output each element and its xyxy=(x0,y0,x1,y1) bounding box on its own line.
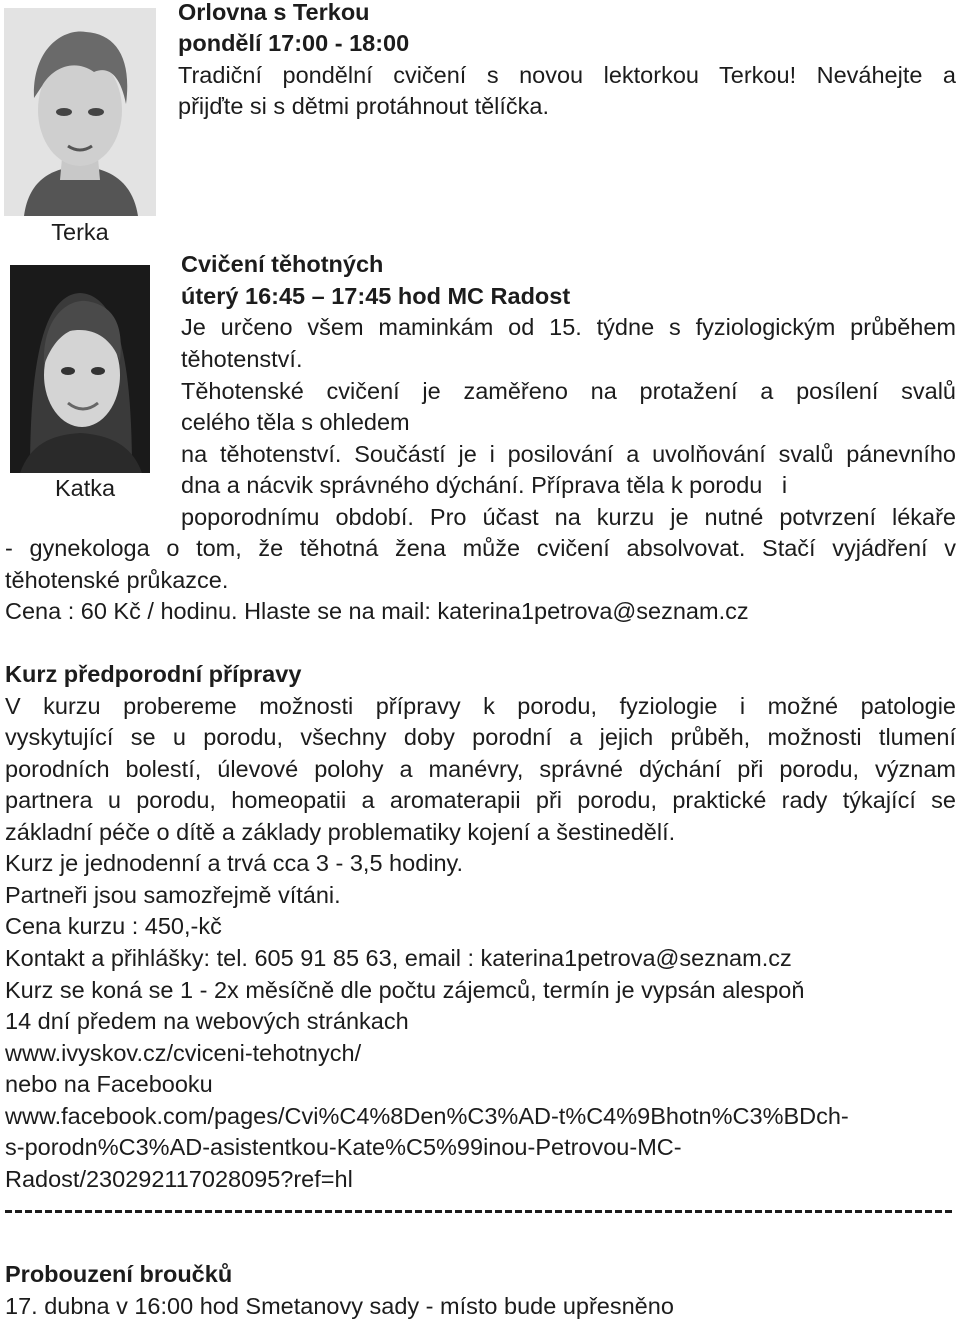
orlovna-text-line-2: přijďte si s dětmi protáhnout tělíčka. xyxy=(178,93,550,119)
tehotne-line-7: poporodnímu období. Pro účast na kurzu je nutné potvrzení lékaře xyxy=(181,504,956,530)
section-separator xyxy=(5,1210,953,1213)
kurz-line-10: Kurz se koná se 1 - 2x měsíčně dle počtu zájemců, termín je vypsán alespoň xyxy=(5,977,805,1003)
tehotne-time: úterý 16:45 – 17:45 hod MC Radost xyxy=(181,283,571,309)
tehotne-line-9: těhotenské průkazce. xyxy=(5,567,229,593)
kurz-link-facebook-1[interactable]: www.facebook.com/pages/Cvi%C4%8Den%C3%AD-t%C4%9Bhotn%C3%BDch- xyxy=(5,1103,849,1129)
kurz-line-11: 14 dní předem na webových stránkach xyxy=(5,1008,409,1034)
kurz-line-9: Kontakt a přihlášky: tel. 605 91 85 63, email : katerina1petrova@seznam.cz xyxy=(5,945,792,971)
kurz-line-13: nebo na Facebooku xyxy=(5,1071,213,1097)
kurz-line-5: základní péče o dítě a základy problematiky kojení a šestinedělí. xyxy=(5,819,676,845)
kurz-line-3: porodních bolestí, úlevové polohy a manévry, správné dýchání při porodu, význam xyxy=(5,756,956,782)
orlovna-time: pondělí 17:00 - 18:00 xyxy=(178,30,410,56)
kurz-line-7: Partneři jsou samozřejmě vítáni. xyxy=(5,882,341,908)
kurz-link-facebook-2[interactable]: s-porodn%C3%AD-asistentkou-Kate%C5%99inou-Petrovou-MC- xyxy=(5,1134,682,1160)
kurz-link-ivyskov[interactable]: www.ivyskov.cz/cviceni-tehotnych/ xyxy=(5,1040,362,1066)
tehotne-line-4: celého těla s ohledem xyxy=(181,409,410,435)
tehotne-title: Cvičení těhotných xyxy=(181,251,384,277)
kurz-line-1: V kurzu probereme možnosti přípravy k porodu, fyziologie i možné patologie xyxy=(5,693,956,719)
tehotne-line-5: na těhotenství. Součástí je i posilování a uvolňování svalů pánevního xyxy=(181,441,956,467)
kurz-link-facebook-3[interactable]: Radost/230292117028095?ref=hl xyxy=(5,1166,353,1192)
kurz-line-8: Cena kurzu : 450,-kč xyxy=(5,913,222,939)
photo-caption-katka: Katka xyxy=(54,475,116,501)
tehotne-line-3: Těhotenské cvičení je zaměřeno na protažení a posílení svalů xyxy=(181,378,956,404)
portrait-katka-image xyxy=(10,265,150,473)
tehotne-line-2: těhotenství. xyxy=(181,346,303,372)
kurz-title: Kurz předporodní přípravy xyxy=(5,661,302,687)
broucci-title: Probouzení broučků xyxy=(5,1261,233,1287)
tehotne-line-8: - gynekologa o tom, že těhotná žena může cvičení absolvovat. Stačí vyjádření v xyxy=(5,535,956,561)
photo-terka xyxy=(4,8,156,216)
kurz-line-4: partnera u porodu, homeopatii a aromaterapii při porodu, praktické rady týkající se xyxy=(5,787,956,813)
kurz-line-2: vyskytující se u porodu, všechny doby porodní a jejich průběh, možnosti tlumení xyxy=(5,724,956,750)
orlovna-text-line-1: Tradiční pondělní cvičení s novou lektorkou Terkou! Neváhejte a xyxy=(178,62,956,88)
orlovna-title: Orlovna s Terkou xyxy=(178,0,370,25)
broucci-text: 17. dubna v 16:00 hod Smetanovy sady - místo bude upřesněno xyxy=(5,1293,674,1319)
kurz-line-6: Kurz je jednodenní a trvá cca 3 - 3,5 hodiny. xyxy=(5,850,464,876)
tehotne-line-10: Cena : 60 Kč / hodinu. Hlaste se na mail: katerina1petrova@seznam.cz xyxy=(5,598,749,624)
photo-katka xyxy=(10,265,150,473)
tehotne-line-1: Je určeno všem maminkám od 15. týdne s fyziologickým průběhem xyxy=(181,314,956,340)
portrait-terka-image xyxy=(4,8,156,216)
tehotne-line-6: dna a nácvik správného dýchání. Příprava těla k porodu i xyxy=(181,472,788,498)
photo-caption-terka: Terka xyxy=(51,219,109,245)
